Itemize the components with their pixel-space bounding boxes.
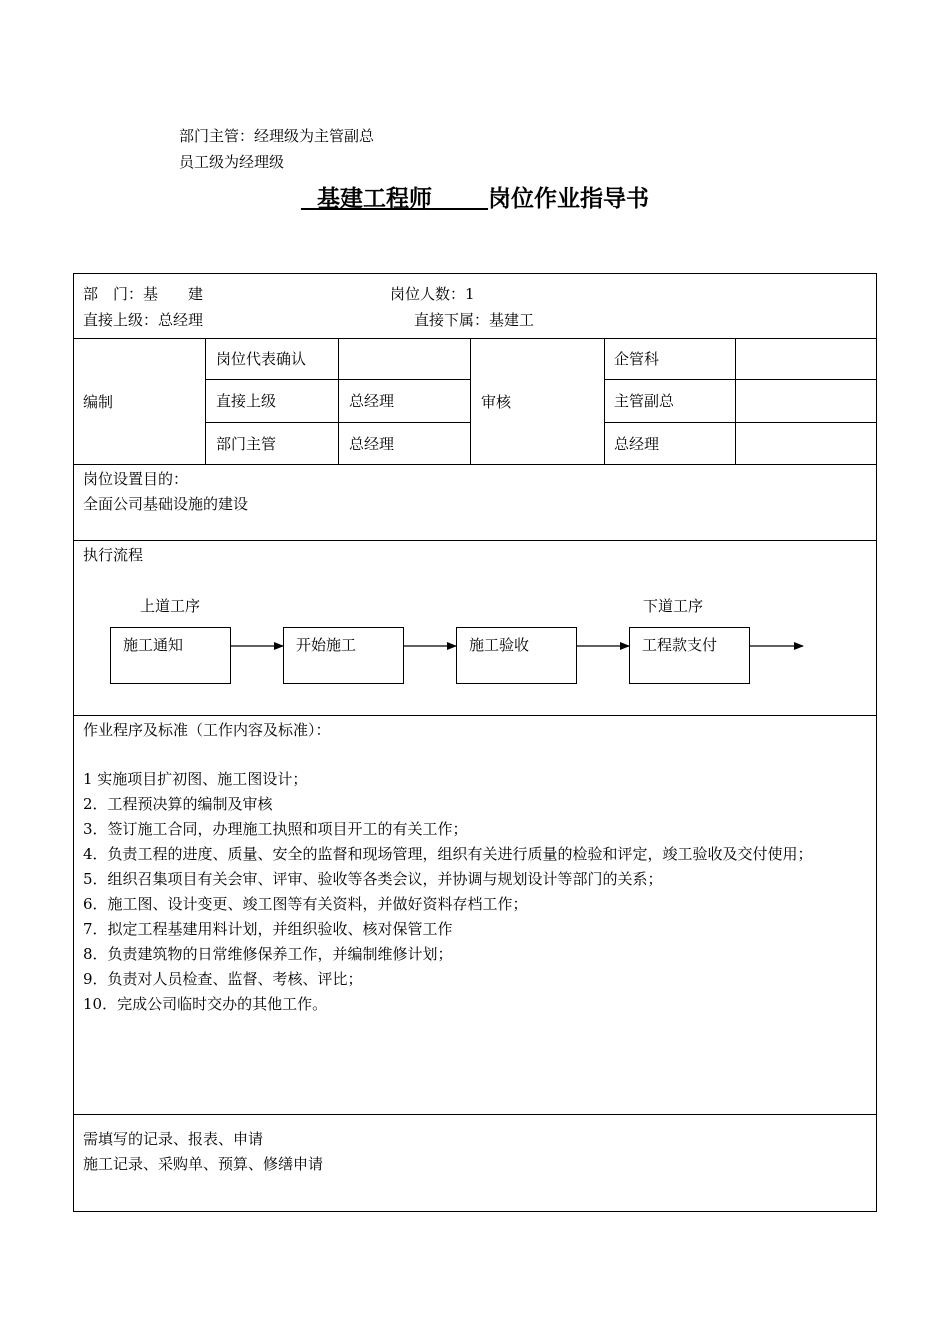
flow-step-label: 工程款支付	[642, 636, 718, 654]
flow-step-label: 施工验收	[469, 636, 530, 654]
upstream-label: 上道工序	[140, 597, 201, 615]
purpose-text: 全面公司基础设施的建设	[83, 495, 249, 513]
header-note-2: 员工级为经理级	[179, 153, 285, 171]
approval-right-label: 企管科	[614, 350, 660, 368]
list-item: 10．完成公司临时交办的其他工作。	[83, 995, 328, 1013]
review-label: 审核	[481, 393, 512, 411]
direct-superior-field: 直接上级：总经理	[83, 311, 204, 329]
compile-label: 编制	[83, 393, 114, 411]
approval-left-label: 部门主管	[216, 435, 277, 453]
department-field: 部 门：基 建	[83, 285, 204, 303]
procedure-heading: 作业程序及标准（工作内容及标准）：	[83, 721, 331, 739]
flow-step-label: 施工通知	[123, 636, 184, 654]
title-position: 基建工程师	[316, 186, 432, 212]
list-item: 1 实施项目扩初图、施工图设计；	[83, 770, 308, 788]
title-rest: 岗位作业指导书	[488, 186, 650, 212]
list-item: 6．施工图、设计变更、竣工图等有关资料，并做好资料存档工作；	[83, 895, 528, 913]
approval-left-label: 岗位代表确认	[216, 350, 307, 368]
list-item: 8．负责建筑物的日常维修保养工作，并编制维修计划；	[83, 945, 453, 963]
records-heading: 需填写的记录、报表、申请	[83, 1130, 264, 1148]
direct-subordinate-field: 直接下属：基建工	[414, 311, 535, 329]
approval-left-label: 直接上级	[216, 392, 277, 410]
list-item: 9．负责对人员检查、监督、考核、评比；	[83, 970, 363, 988]
approval-left-value: 总经理	[349, 392, 395, 410]
flow-heading: 执行流程	[83, 546, 144, 564]
downstream-label: 下道工序	[643, 597, 704, 615]
headcount-field: 岗位人数：1	[390, 285, 475, 303]
records-text: 施工记录、采购单、预算、修缮申请	[83, 1155, 324, 1173]
approval-right-label: 主管副总	[614, 392, 675, 410]
approval-right-label: 总经理	[614, 435, 660, 453]
procedure-list	[83, 767, 873, 1017]
list-item: 7．拟定工程基建用料计划，并组织验收、核对保管工作	[83, 920, 453, 938]
flow-step-label: 开始施工	[296, 636, 357, 654]
list-item: 5．组织召集项目有关会审、评审、验收等各类会议，并协调与规划设计等部门的关系；	[83, 870, 663, 888]
approval-left-value: 总经理	[349, 435, 395, 453]
list-item: 2．工程预决算的编制及审核	[83, 795, 273, 813]
header-note-1: 部门主管：经理级为主管副总	[179, 127, 375, 145]
purpose-heading: 岗位设置目的：	[83, 470, 189, 488]
list-item: 4．负责工程的进度、质量、安全的监督和现场管理，组织有关进行质量的检验和评定，竣工验收及交付使用；	[83, 845, 813, 863]
list-item: 3．签订施工合同，办理施工执照和项目开工的有关工作；	[83, 820, 468, 838]
